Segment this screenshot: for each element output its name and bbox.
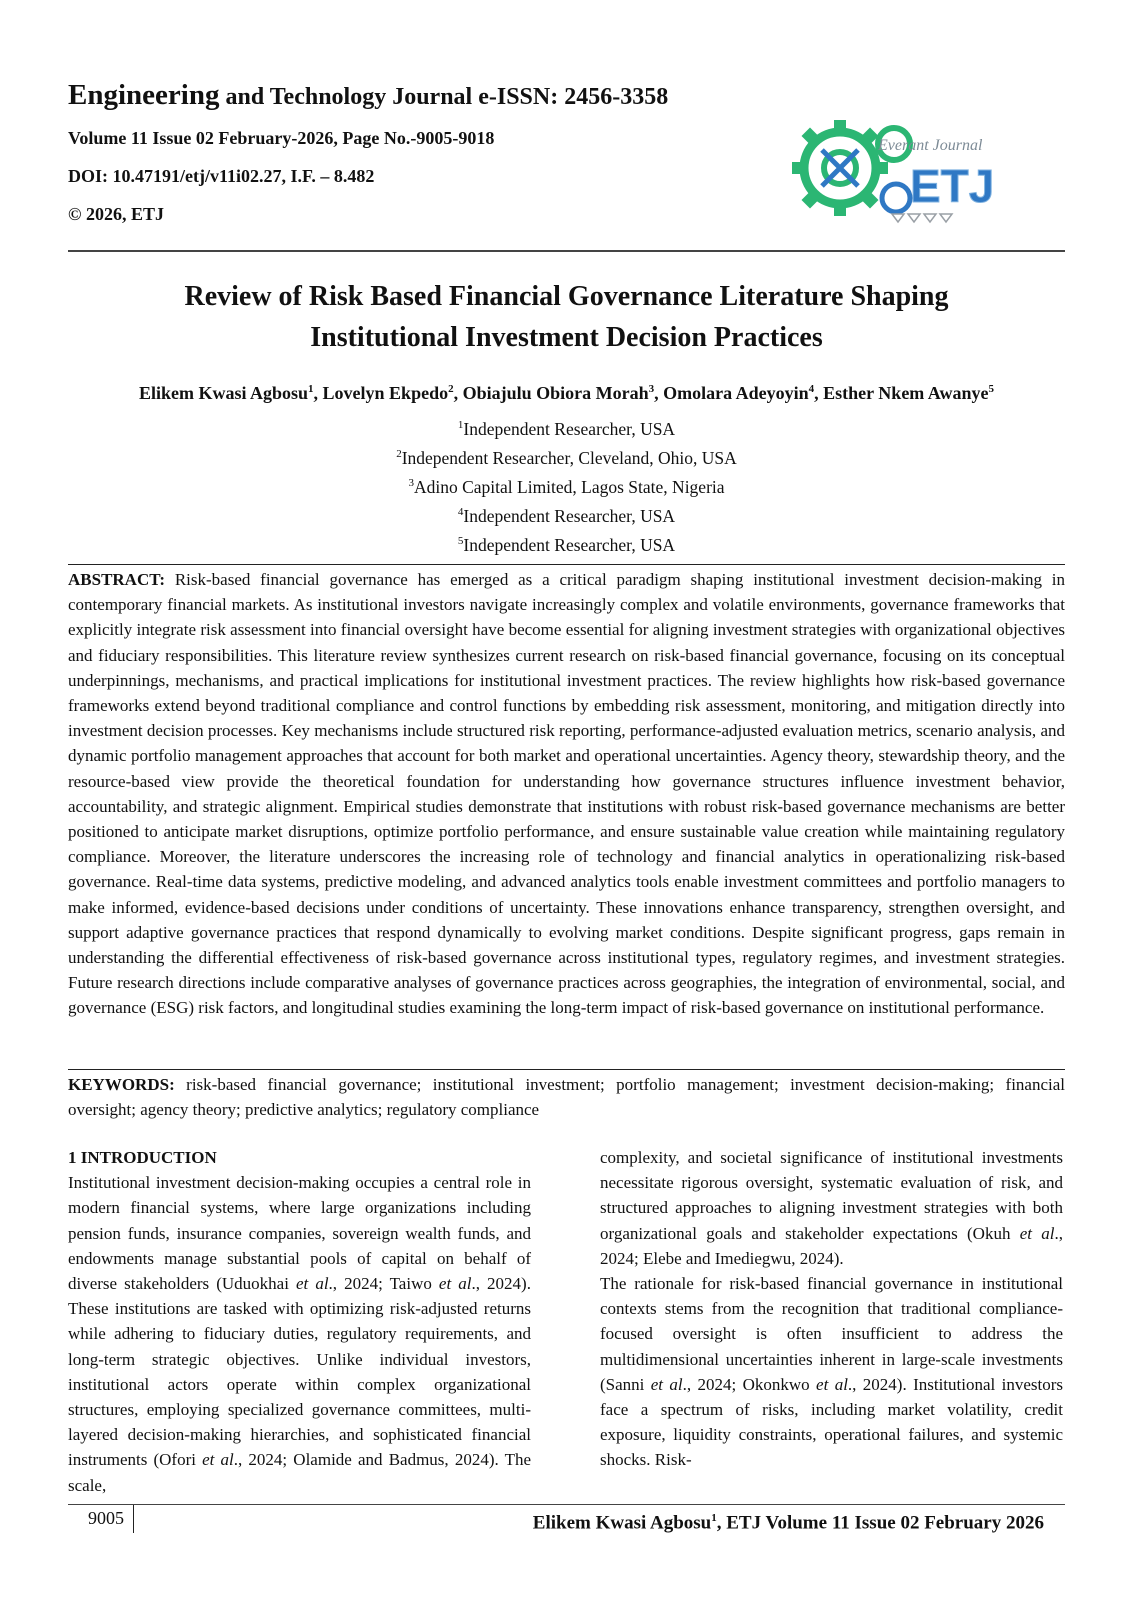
body-text: ., 2024; Olamide and Badmus, 2024). The scale, — [68, 1450, 532, 1495]
body-text: Institutional investment decision-making occupies a central role in modern financial systems, where large organizations including pension funds, insurance companies, sovereign wealth funds, and endowments manage substantial pools of capital on behalf of diverse stakeholders (Uduokhai — [68, 1173, 531, 1294]
affiliation — [68, 471, 1065, 500]
paper-title — [68, 276, 1065, 358]
author-sup: 1 — [308, 383, 314, 395]
affiliation — [68, 442, 1065, 471]
author-sup: 5 — [988, 383, 994, 395]
author-separator: , — [453, 383, 463, 403]
volume-line: Volume 11 Issue 02 February-2026, Page No.-9005-9018 — [68, 127, 495, 148]
section-heading: 1 INTRODUCTION — [68, 1148, 217, 1167]
footer-citation — [533, 1506, 1044, 1535]
logo-decor — [892, 214, 952, 222]
affiliation-sup: 1 — [457, 419, 464, 431]
citation-etal: et al — [1019, 1223, 1055, 1243]
affiliation — [68, 500, 1065, 529]
citation-etal: et al — [438, 1274, 472, 1294]
author-name: Omolara Adeyoyin — [663, 383, 809, 403]
affiliation-sup: 5 — [457, 535, 464, 548]
body-column-right — [600, 1145, 1063, 1473]
body-column-left — [68, 1145, 531, 1498]
intro-paragraph-1-cont — [600, 1145, 1063, 1271]
abstract — [68, 567, 1065, 1021]
keywords-text: risk-based financial governance; institutional investment; portfolio management; investment decision-making; financial oversight; agency theory; predictive analytics; regulatory compliance — [68, 1075, 1066, 1120]
affiliation-text: Independent Researcher, USA — [463, 534, 676, 555]
abstract-text: Risk-based financial governance has emerged as a critical paradigm shaping institutional investment decision-making in contemporary financial markets. As institutional investors navigate increasingly complex and volatile environments, governance frameworks that explicitly integrate risk assessment into financial oversight have become essential for aligning investment strategies with organizational objectives and fiduciary responsibilities. This literature review synthesizes current research on risk-based financial governance, focusing on its conceptual underpinnings, mechanisms, and practical implications for institutional investment practices. The review highlights how risk-based governance frameworks extend beyond traditional compliance and control functions by embedding risk assessment, monitoring, and mitigation directly into investment decision processes. Key mechanisms include structured risk reporting, performance-adjusted evaluation metrics, scenario analysis, and dynamic portfolio management approaches that account for both market and operational uncertainties. Agency theory, stewardship theory, and the resource-based view provide the theoretical foundation for understanding how governance structures influence investment behavior, accountability, and strategic alignment. Empirical studies demonstrate that institutions with robust risk-based governance mechanisms are better positioned to anticipate market disruptions, optimize portfolio performance, and ensure sustainable value creation while maintaining regulatory compliance. Moreover, the literature underscores the increasing role of technology and financial analytics in operationalizing risk-based governance. Real-time data systems, predictive modeling, and advanced analytics tools enable investment committees and portfolio managers to make informed, evidence-based decisions under conditions of uncertainty. These innovations enhance transparency, strengthen oversight, and support adaptive governance practices that respond dynamically to evolving market conditions. Despite significant progress, gaps remain in understanding the differential effectiveness of risk-based governance across institutional types, regulatory regimes, and investment strategies. Future research directions include comparative analyses of governance practices across geographies, the integration of environmental, social, and governance (ESG) risk factors, and longitudinal studies examining the long-term impact of risk-based governance on institutional performance. — [68, 570, 1066, 1018]
paper-title-line2: Institutional Investment Decision Practices — [310, 322, 823, 353]
author-name: Obiajulu Obiora Morah — [462, 383, 649, 403]
affiliation-list — [68, 413, 1065, 558]
body-text: ., 2024; Elebe and Imediegwu, 2024). — [600, 1223, 1063, 1268]
journal-title — [68, 78, 1068, 113]
body-text: ., 2024). Institutional investors face a spectrum of risks, including market volatility, credit exposure, liquidity constraints, operational failures, and systemic shocks. Risk- — [600, 1374, 1063, 1470]
footer-sup: 1 — [711, 1512, 717, 1524]
author-name: Esther Nkem Awanye — [823, 383, 989, 403]
intro-paragraph-1 — [68, 1170, 531, 1498]
affiliation — [68, 413, 1065, 442]
author-separator: , — [814, 383, 824, 403]
affiliation-text: Independent Researcher, Cleveland, Ohio, USA — [401, 447, 737, 468]
author-separator: , — [654, 383, 664, 403]
keywords-divider — [68, 1069, 1065, 1070]
etj-logo-graphic — [792, 110, 1014, 228]
etj-logo — [792, 110, 1014, 228]
copyright-line: © 2026, ETJ — [68, 203, 164, 224]
author-separator: , — [313, 383, 323, 403]
footer-author: Elikem Kwasi Agbosu — [532, 1512, 712, 1534]
keywords — [68, 1072, 1065, 1122]
affiliation-sup: 4 — [457, 506, 464, 519]
author-sup: 4 — [808, 383, 815, 395]
gear-icon — [792, 120, 888, 216]
citation-etal: et al — [816, 1374, 848, 1394]
keywords-label: KEYWORDS: — [68, 1075, 175, 1094]
logo-top-text: Everant Journal — [878, 137, 983, 154]
author-list — [68, 383, 1065, 404]
doi-line: DOI: 10.47191/etj/v11i02.27, I.F. – 8.482 — [68, 165, 375, 186]
footer-rest: , ETJ Volume 11 Issue 02 February 2026 — [716, 1512, 1044, 1534]
affiliation-text: Independent Researcher, USA — [463, 505, 676, 526]
affiliation-text: Adino Capital Limited, Lagos State, Nigeria — [413, 476, 725, 497]
body-text: ., 2024; Taiwo — [328, 1274, 439, 1294]
logo-main-text: ETJ — [910, 160, 995, 212]
intro-paragraph-2 — [600, 1271, 1063, 1473]
author-sup: 2 — [448, 383, 454, 395]
affiliation-text: Independent Researcher, USA — [463, 418, 676, 439]
body-text: ., 2024). These institutions are tasked with optimizing risk-adjusted returns while adhering to fiduciary duties, regulatory requirements, and long-term strategic objectives. Unlike individual investors, institutional actors operate within complex organizational structures, employing specialized governance committees, multi-layered decision-making hierarchies, and sophisticated financial instruments (Ofori — [68, 1274, 531, 1470]
affiliation-sup: 2 — [396, 448, 402, 461]
journal-title-rest: and Technology Journal e-ISSN: 2456-3358 — [225, 84, 669, 110]
author-sup: 3 — [648, 383, 655, 395]
affiliation-sup: 3 — [408, 477, 414, 490]
footer-divider — [68, 1504, 1065, 1505]
citation-etal: et al — [650, 1374, 683, 1394]
journal-title-word: Engineering — [68, 79, 220, 111]
abstract-label: ABSTRACT: — [68, 570, 165, 589]
citation-etal: et al — [202, 1450, 234, 1470]
body-text: complexity, and societal significance of institutional investments necessitate rigorous oversight, systematic evaluation of risk, and structured approaches to aligning investment strategies with both organizational goals and stakeholder expectations (Okuh — [600, 1148, 1063, 1243]
paper-title-line1: Review of Risk Based Financial Governance Literature Shaping — [184, 281, 949, 312]
affiliation — [68, 529, 1065, 558]
author-name: Lovelyn Ekpedo — [322, 383, 449, 403]
abstract-top-divider — [68, 564, 1065, 565]
header-divider — [68, 250, 1065, 252]
author-name: Elikem Kwasi Agbosu — [139, 383, 309, 403]
page-number-separator — [133, 1505, 134, 1533]
page-number: 9005 — [88, 1508, 124, 1528]
citation-etal: et al — [295, 1274, 329, 1294]
body-text: ., 2024; Okonkwo — [682, 1374, 817, 1394]
body-text: The rationale for risk-based financial governance in institutional contexts stems from the recognition that traditional compliance-focused oversight is often insufficient to address the multidimensional uncertainties inherent in large-scale investments (Sanni — [600, 1274, 1063, 1394]
